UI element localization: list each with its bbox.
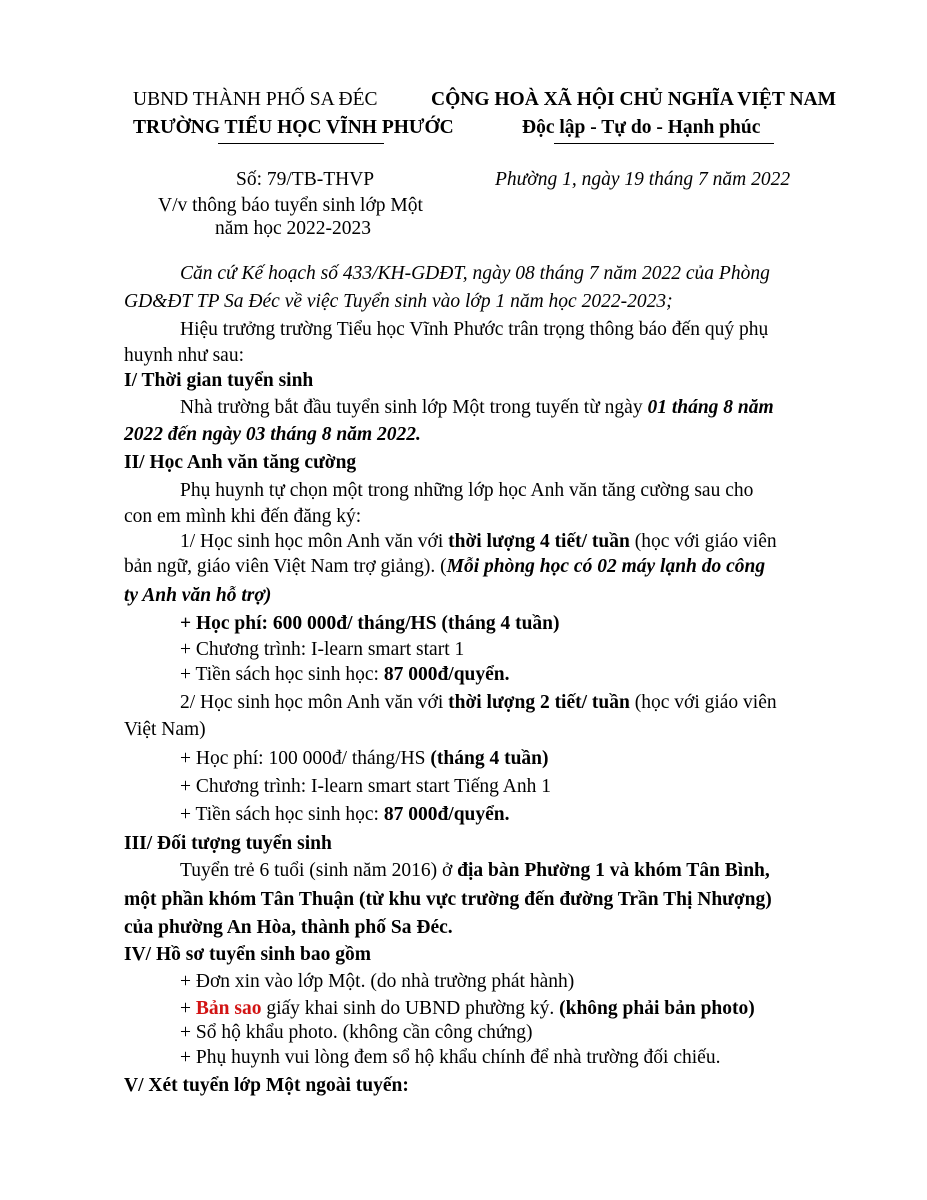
section-2-intro-line2: con em mình khi đến đăng ký: xyxy=(124,506,362,527)
section-3-line2: một phần khóm Tân Thuận (từ khu vực trường đến đường Trần Thị Nhượng) xyxy=(124,889,772,910)
section-4-heading: IV/ Hồ sơ tuyển sinh bao gồm xyxy=(124,944,372,965)
dossier-item-3: + Sổ hộ khẩu photo. (không cần công chứng) xyxy=(180,1022,533,1043)
notice-line2: huynh như sau: xyxy=(124,345,244,366)
basis-line2: GD&ĐT TP Sa Đéc về việc Tuyển sinh vào lớp 1 năm học 2022-2023; xyxy=(124,291,673,312)
option-1-program: + Chương trình: I-learn smart start 1 xyxy=(180,639,465,660)
national-title: CỘNG HOÀ XÃ HỘI CHỦ NGHĨA VIỆT NAM xyxy=(431,89,837,110)
national-motto: Độc lập - Tự do - Hạnh phúc xyxy=(522,117,761,138)
section-1-heading: I/ Thời gian tuyển sinh xyxy=(124,370,314,391)
option-1-book: + Tiền sách học sinh học: 87 000đ/quyển. xyxy=(180,664,510,685)
section-1-text-line1: Nhà trường bắt đầu tuyển sinh lớp Một trong tuyến từ ngày 01 tháng 8 năm xyxy=(180,397,774,418)
section-3-line1: Tuyển trẻ 6 tuổi (sinh năm 2016) ở địa bàn Phường 1 và khóm Tân Bình, xyxy=(180,860,770,881)
option-1-fee: + Học phí: 600 000đ/ tháng/HS (tháng 4 tuần) xyxy=(180,613,560,634)
document-subject-line2: năm học 2022-2023 xyxy=(215,218,371,239)
document-number: Số: 79/TB-THVP xyxy=(236,169,375,190)
option-2-fee: + Học phí: 100 000đ/ tháng/HS (tháng 4 tuần) xyxy=(180,748,549,769)
section-1-text-line2: 2022 đến ngày 03 tháng 8 năm 2022. xyxy=(124,424,421,445)
basis-line1: Căn cứ Kế hoạch số 433/KH-GDĐT, ngày 08 tháng 7 năm 2022 của Phòng xyxy=(180,263,770,284)
dossier-item-1: + Đơn xin vào lớp Một. (do nhà trường phát hành) xyxy=(180,971,575,992)
section-2-intro-line1: Phụ huynh tự chọn một trong những lớp học Anh văn tăng cường sau cho xyxy=(180,480,754,501)
issuer-school: TRƯỜNG TIỂU HỌC VĨNH PHƯỚC xyxy=(133,117,454,138)
section-2-heading: II/ Học Anh văn tăng cường xyxy=(124,452,357,473)
motto-underline xyxy=(554,143,774,144)
option-1-line3: ty Anh văn hỗ trợ) xyxy=(124,585,272,606)
section-3-heading: III/ Đối tượng tuyển sinh xyxy=(124,833,332,854)
section-5-heading: V/ Xét tuyển lớp Một ngoài tuyến: xyxy=(124,1075,409,1096)
option-2-line1: 2/ Học sinh học môn Anh văn với thời lượng 2 tiết/ tuần (học với giáo viên xyxy=(180,692,777,713)
option-2-program: + Chương trình: I-learn smart start Tiếng Anh 1 xyxy=(180,776,551,797)
section-3-line3: của phường An Hòa, thành phố Sa Đéc. xyxy=(124,917,453,938)
option-2-line2: Việt Nam) xyxy=(124,719,206,740)
notice-line1: Hiệu trưởng trường Tiểu học Vĩnh Phước trân trọng thông báo đến quý phụ xyxy=(180,319,769,340)
dossier-item-2: + Bản sao giấy khai sinh do UBND phường ký. (không phải bản photo) xyxy=(180,998,755,1019)
issuer-org: UBND THÀNH PHỐ SA ĐÉC xyxy=(133,89,378,110)
dossier-item-4: + Phụ huynh vui lòng đem sổ hộ khẩu chính để nhà trường đối chiếu. xyxy=(180,1047,721,1068)
document-subject-line1: V/v thông báo tuyển sinh lớp Một xyxy=(158,195,423,216)
document-date: Phường 1, ngày 19 tháng 7 năm 2022 xyxy=(495,169,791,190)
option-1-line2: bản ngữ, giáo viên Việt Nam trợ giảng). (Mỗi phòng học có 02 máy lạnh do công xyxy=(124,556,766,577)
option-2-book: + Tiền sách học sinh học: 87 000đ/quyển. xyxy=(180,804,510,825)
school-underline xyxy=(218,143,384,144)
option-1-line1: 1/ Học sinh học môn Anh văn với thời lượng 4 tiết/ tuần (học với giáo viên xyxy=(180,531,777,552)
